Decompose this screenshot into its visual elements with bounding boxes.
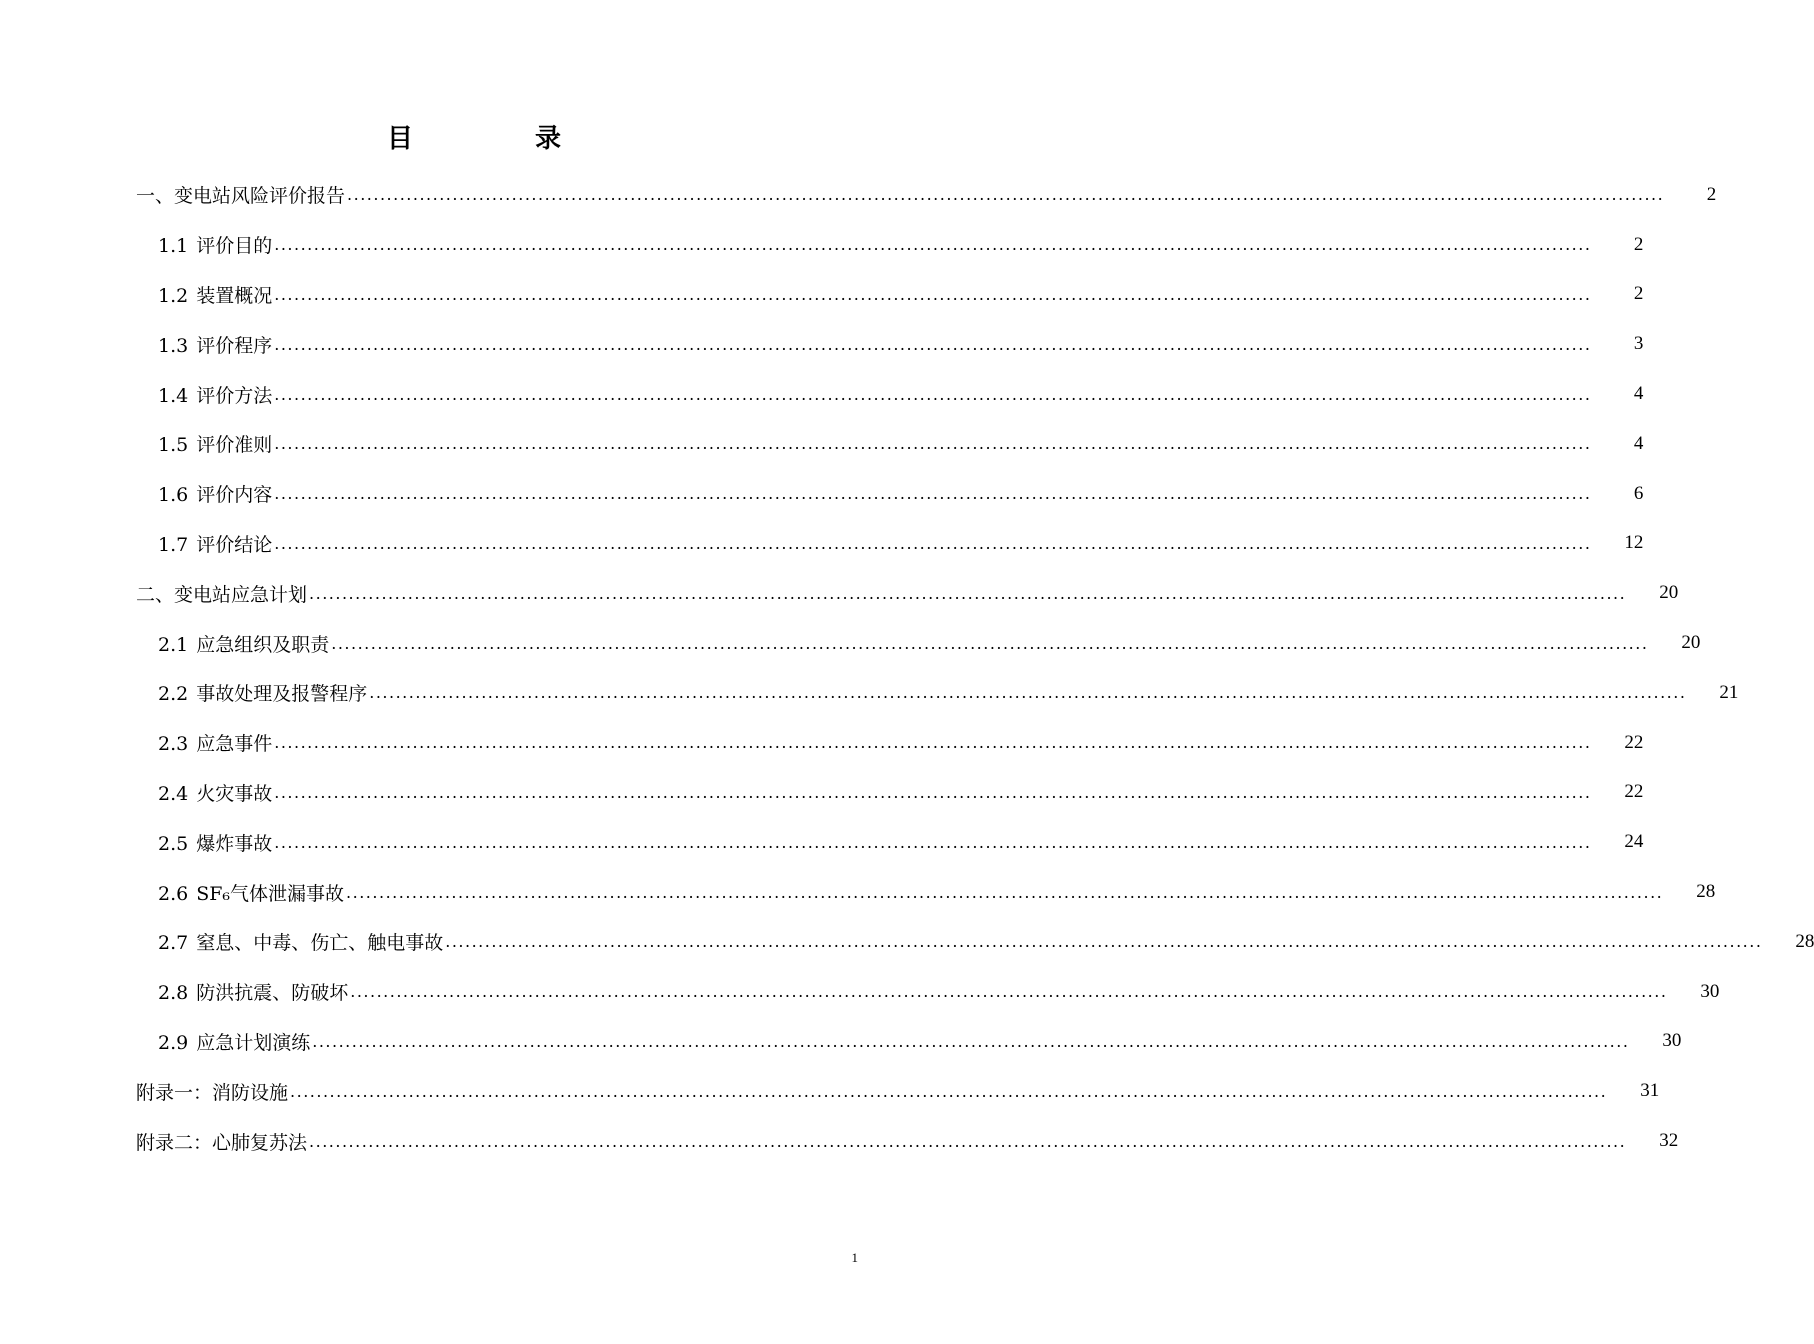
toc-entry-page: 28 [1696,881,1716,903]
toc-entry[interactable] [136,718,1644,768]
toc-entry-number: 1.4 [158,384,189,407]
toc-entry-page: 4 [1633,383,1644,405]
toc-entry[interactable] [136,1066,1660,1116]
toc-entry-number: 2.9 [158,1031,189,1054]
toc-entry-page: 2 [1633,283,1644,305]
toc-entry[interactable] [136,519,1644,569]
toc-entry-text: 爆炸事故 [196,832,273,855]
toc-entry[interactable] [136,469,1644,519]
toc-entry-label [136,181,347,208]
toc-entry-number: 2.7 [158,932,189,955]
toc-dot-leader: ........................................................................................................................................................................................................ [274,484,1592,504]
toc-entry-label [158,928,445,955]
toc-entry-label [158,779,274,806]
toc-dot-leader: ........................................................................................................................................................................................................ [312,1031,1630,1051]
toc-dot-leader: ........................................................................................................................................................................................................ [346,882,1664,902]
toc-entry-page: 24 [1624,831,1644,853]
toc-entry-number: 1.6 [158,484,189,507]
toc-entry[interactable] [136,319,1644,369]
toc-entry[interactable] [136,967,1720,1017]
toc-entry-page: 22 [1624,731,1644,753]
toc-entry-page: 12 [1624,532,1644,554]
toc-entry-number: 2.2 [158,683,189,706]
toc-entry-text: 评价内容 [196,484,273,507]
toc-entry[interactable] [136,419,1644,469]
toc-entry-text: 评价程序 [196,334,273,357]
toc-entry-text: 评价目的 [196,235,273,258]
toc-entry-label [158,829,274,856]
toc-dot-leader: ........................................................................................................................................................................................................ [445,932,1763,952]
toc-entry-text: 附录二：心肺复苏法 [136,1131,308,1154]
toc-entry-number: 1.1 [158,235,189,258]
toc-title-right: 录 [535,124,564,154]
page-number: 1 [851,1250,858,1265]
toc-entry-page: 21 [1719,681,1739,703]
toc-dot-leader: ........................................................................................................................................................................................................ [274,782,1592,802]
toc-entry[interactable] [136,270,1644,320]
toc-entry-page: 30 [1662,1030,1682,1052]
toc-entry-page: 2 [1633,233,1644,255]
toc-dot-leader: ........................................................................................................................................................................................................ [274,284,1592,304]
toc-entry-page: 22 [1624,781,1644,803]
toc-entry[interactable] [136,568,1679,618]
toc-entry-text: 事故处理及报警程序 [196,683,368,706]
toc-entry-text: 评价方法 [196,384,273,407]
toc-entry-text: 一、变电站风险评价报告 [136,185,346,208]
toc-dot-leader: ........................................................................................................................................................................................................ [274,384,1592,404]
toc-entry[interactable] [136,170,1717,220]
toc-entry-number: 1.5 [158,434,189,457]
toc-entry-page: 20 [1681,632,1701,654]
toc-entry[interactable] [136,668,1739,718]
toc-entry-label [158,879,346,906]
toc-entry-text: 附录一：消防设施 [136,1081,289,1104]
toc-entry[interactable] [136,1116,1679,1166]
toc-dot-leader: ........................................................................................................................................................................................................ [350,982,1668,1002]
toc-entry-text: 防洪抗震、防破坏 [196,982,349,1005]
toc-entry-page: 6 [1633,482,1644,504]
toc-dot-leader: ........................................................................................................................................................................................................ [369,683,1687,703]
toc-entry-label [158,1028,312,1055]
toc-entry[interactable] [136,867,1716,917]
toc-entry-text: 装置概况 [196,284,273,307]
toc-entry-label [158,430,274,457]
toc-entry-text: 应急事件 [196,733,273,756]
toc-entry-text: 火灾事故 [196,782,273,805]
toc-dot-leader: ........................................................................................................................................................................................................ [309,1131,1627,1151]
toc-entry-number: 2.6 [158,882,189,905]
toc-entry-label [158,630,331,657]
toc-entry-text: 应急组织及职责 [196,633,330,656]
toc-entry-number: 2.4 [158,782,189,805]
toc-entry-label [158,281,274,308]
toc-entry-number: 2.5 [158,832,189,855]
toc-entry-text: SF₆气体泄漏事故 [196,882,345,905]
toc-entry-page: 3 [1633,333,1644,355]
toc-entry[interactable] [136,768,1644,818]
toc-entry-text: 二、变电站应急计划 [136,583,308,606]
toc-dot-leader: ........................................................................................................................................................................................................ [274,733,1592,753]
toc-entry-label [158,978,350,1005]
toc-entry-number: 1.7 [158,533,189,556]
toc-title [0,118,950,155]
toc-entry-label [158,331,274,358]
toc-entry[interactable] [136,618,1701,668]
table-of-contents [136,170,1814,1166]
toc-entry-number: 2.8 [158,982,189,1005]
toc-dot-leader: ........................................................................................................................................................................................................ [274,235,1592,255]
toc-entry-number: 2.3 [158,733,189,756]
toc-entry-label [136,1078,290,1105]
toc-entry-page: 2 [1706,183,1717,205]
toc-entry-page: 31 [1640,1080,1660,1102]
toc-dot-leader: ........................................................................................................................................................................................................ [290,1081,1608,1101]
toc-entry[interactable] [136,369,1644,419]
toc-entry-page: 32 [1659,1130,1679,1152]
toc-dot-leader: ........................................................................................................................................................................................................ [347,185,1665,205]
toc-entry-label [136,580,309,607]
toc-entry-page: 28 [1795,930,1814,952]
toc-dot-leader: ........................................................................................................................................................................................................ [274,434,1592,454]
toc-entry-number: 2.1 [158,633,189,656]
toc-entry[interactable] [136,817,1644,867]
toc-entry-label [136,1128,309,1155]
toc-entry-text: 评价结论 [196,533,273,556]
toc-entry-page: 30 [1700,980,1720,1002]
toc-entry-number: 1.2 [158,284,189,307]
toc-dot-leader: ........................................................................................................................................................................................................ [331,633,1649,653]
toc-dot-leader: ........................................................................................................................................................................................................ [274,533,1592,553]
toc-title-left: 目 [386,124,415,154]
toc-entry-text: 评价准则 [196,434,273,457]
toc-entry-label [158,381,274,408]
toc-entry-label [158,729,274,756]
toc-entry-page: 20 [1659,582,1679,604]
toc-entry-page: 4 [1633,432,1644,454]
toc-entry-text: 窒息、中毒、伤亡、触电事故 [196,932,444,955]
toc-dot-leader: ........................................................................................................................................................................................................ [309,583,1627,603]
toc-entry-label [158,231,274,258]
toc-entry-number: 1.3 [158,334,189,357]
toc-entry[interactable] [136,220,1644,270]
toc-entry[interactable] [136,1017,1682,1067]
toc-entry-text: 应急计划演练 [196,1031,311,1054]
toc-dot-leader: ........................................................................................................................................................................................................ [274,832,1592,852]
toc-dot-leader: ........................................................................................................................................................................................................ [274,334,1592,354]
toc-entry-label [158,480,274,507]
toc-entry[interactable] [136,917,1814,967]
toc-entry-label [158,530,274,557]
toc-entry-label [158,679,369,706]
